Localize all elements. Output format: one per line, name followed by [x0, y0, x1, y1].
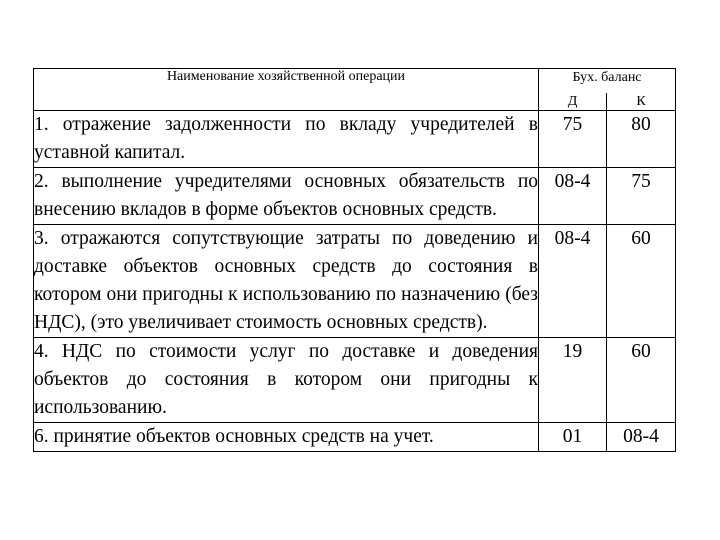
credit-account: 80	[607, 111, 676, 168]
table-row	[34, 338, 676, 423]
table-row	[34, 423, 676, 452]
header-operation-name: Наименование хозяйственной операции	[34, 69, 539, 111]
header-balance: Бух. баланс	[539, 69, 676, 93]
operation-description: 6. принятие объектов основных средств на учет.	[34, 423, 539, 452]
table-row	[34, 225, 676, 338]
debit-account: 08-4	[539, 168, 607, 225]
table-row	[34, 111, 676, 168]
operation-description: 1. отражение задолженности по вкладу учредителей в уставной капитал.	[34, 111, 539, 168]
credit-account: 60	[607, 338, 676, 423]
credit-account: 75	[607, 168, 676, 225]
header-debit: Д	[539, 93, 607, 111]
operations-table	[33, 68, 676, 452]
debit-account: 75	[539, 111, 607, 168]
credit-account: 08-4	[607, 423, 676, 452]
operation-description: 3. отражаются сопутствующие затраты по доведению и доставке объектов основных средств до состояния в котором они пригодны к использованию по назначению (без НДС), (это увеличивает стоимость основных средств).	[34, 225, 539, 338]
header-credit: К	[607, 93, 676, 111]
credit-account: 60	[607, 225, 676, 338]
debit-account: 19	[539, 338, 607, 423]
debit-account: 01	[539, 423, 607, 452]
table-row	[34, 168, 676, 225]
debit-account: 08-4	[539, 225, 607, 338]
header-row	[34, 69, 676, 93]
operation-description: 4. НДС по стоимости услуг по доставке и доведения объектов до состояния в котором они пригодны к использованию.	[34, 338, 539, 423]
operation-description: 2. выполнение учредителями основных обязательств по внесению вкладов в форме объектов основных средств.	[34, 168, 539, 225]
